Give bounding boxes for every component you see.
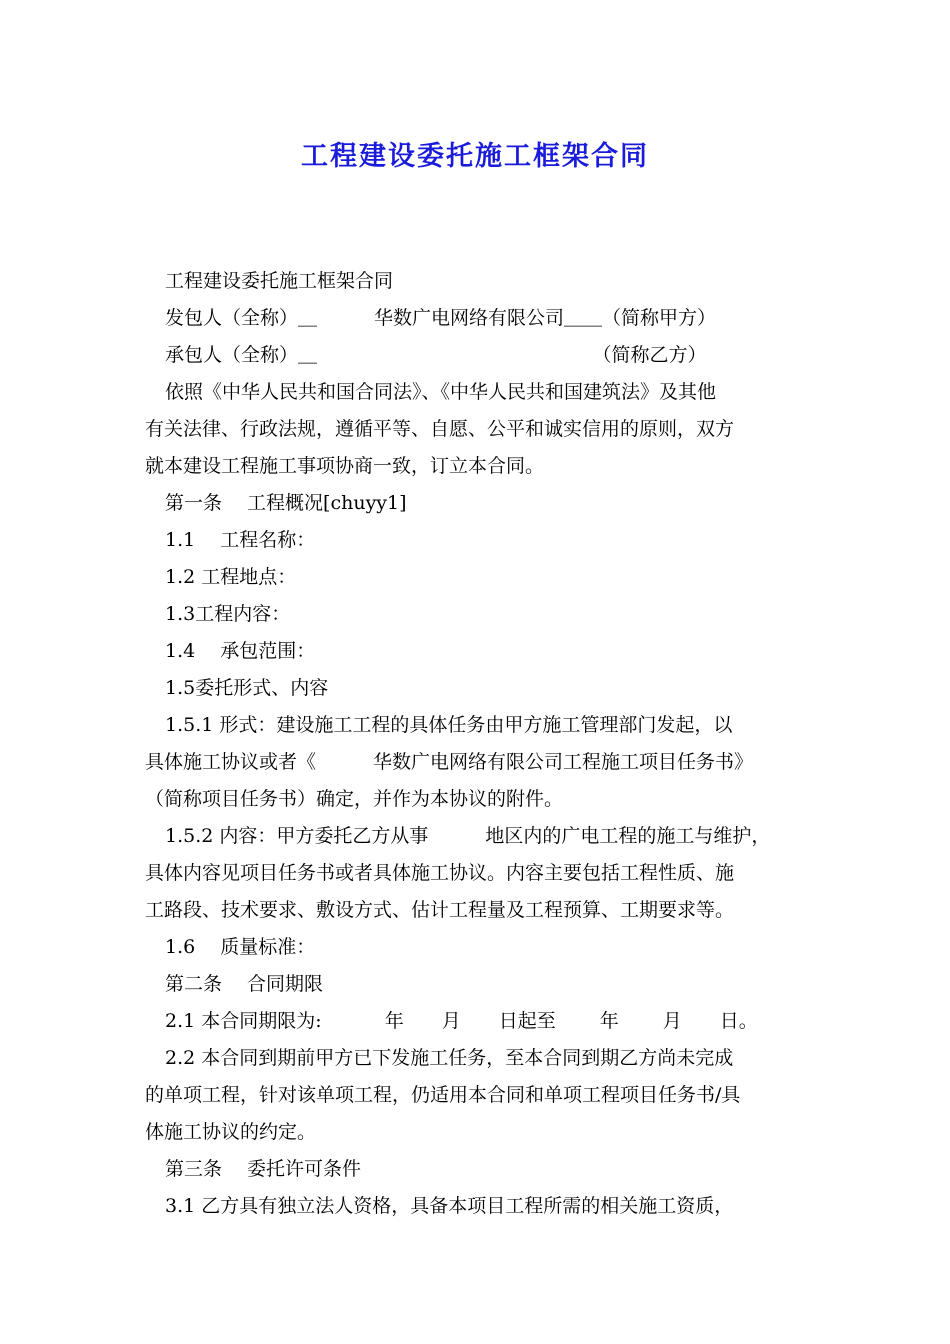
paragraph-line: 1.3工程内容： [165, 603, 291, 625]
paragraph-line: 第二条 合同期限 [165, 973, 324, 995]
paragraph-line: 发包人（全称）＿ 华数广电网络有限公司＿＿（简称甲方） [165, 307, 717, 329]
document-title: 工程建设委托施工框架合同 [301, 141, 649, 172]
paragraph-line: 第一条 工程概况[chuyy1] [165, 492, 407, 514]
paragraph-line: 第三条 委托许可条件 [165, 1158, 362, 1180]
paragraph-line: 1.5.1 形式：建设施工工程的具体任务由甲方施工管理部门发起，以 [165, 714, 733, 736]
paragraph-line: 1.4 承包范围： [165, 640, 316, 662]
paragraph-line: 工程建设委托施工框架合同 [165, 270, 394, 292]
paragraph-line: 的单项工程，针对该单项工程，仍适用本合同和单项工程项目任务书/具 [145, 1084, 741, 1106]
document-body [145, 263, 815, 1225]
paragraph-line: 1.1 工程名称： [165, 529, 316, 551]
paragraph-line: （简称项目任务书）确定，并作为本协议的附件。 [145, 788, 564, 810]
paragraph-line: 2.2 本合同到期前甲方已下发施工任务，至本合同到期乙方尚未完成 [165, 1047, 734, 1069]
paragraph-line: 依照《中华人民共和国合同法》、《中华人民共和国建筑法》及其他 [165, 381, 717, 403]
paragraph-line: 1.6 质量标准： [165, 936, 316, 958]
paragraph-line: 承包人（全称）＿ （简称乙方） [165, 344, 707, 366]
paragraph-line: 工路段、技术要求、敷设方式、估计工程量及工程预算、工期要求等。 [145, 899, 735, 921]
paragraph-line: 1.5.2 内容：甲方委托乙方从事 地区内的广电工程的施工与维护， [165, 825, 771, 847]
paragraph-line: 具体内容见项目任务书或者具体施工协议。内容主要包括工程性质、施 [145, 862, 735, 884]
paragraph-line: 1.5委托形式、内容 [165, 677, 329, 699]
paragraph-line: 就本建设工程施工事项协商一致，订立本合同。 [145, 455, 545, 477]
paragraph-line: 3.1 乙方具有独立法人资格，具备本项目工程所需的相关施工资质， [165, 1195, 734, 1217]
paragraph-line: 体施工协议的约定。 [145, 1121, 317, 1143]
paragraph-line: 2.1 本合同期限为: 年 月 日起至 年 月 日。 [165, 1010, 758, 1032]
paragraph-line: 有关法律、行政法规，遵循平等、自愿、公平和诚实信用的原则，双方 [145, 418, 735, 440]
paragraph-line: 1.2 工程地点： [165, 566, 297, 588]
paragraph-line: 具体施工协议或者《 华数广电网络有限公司工程施工项目任务书》 [145, 751, 754, 773]
